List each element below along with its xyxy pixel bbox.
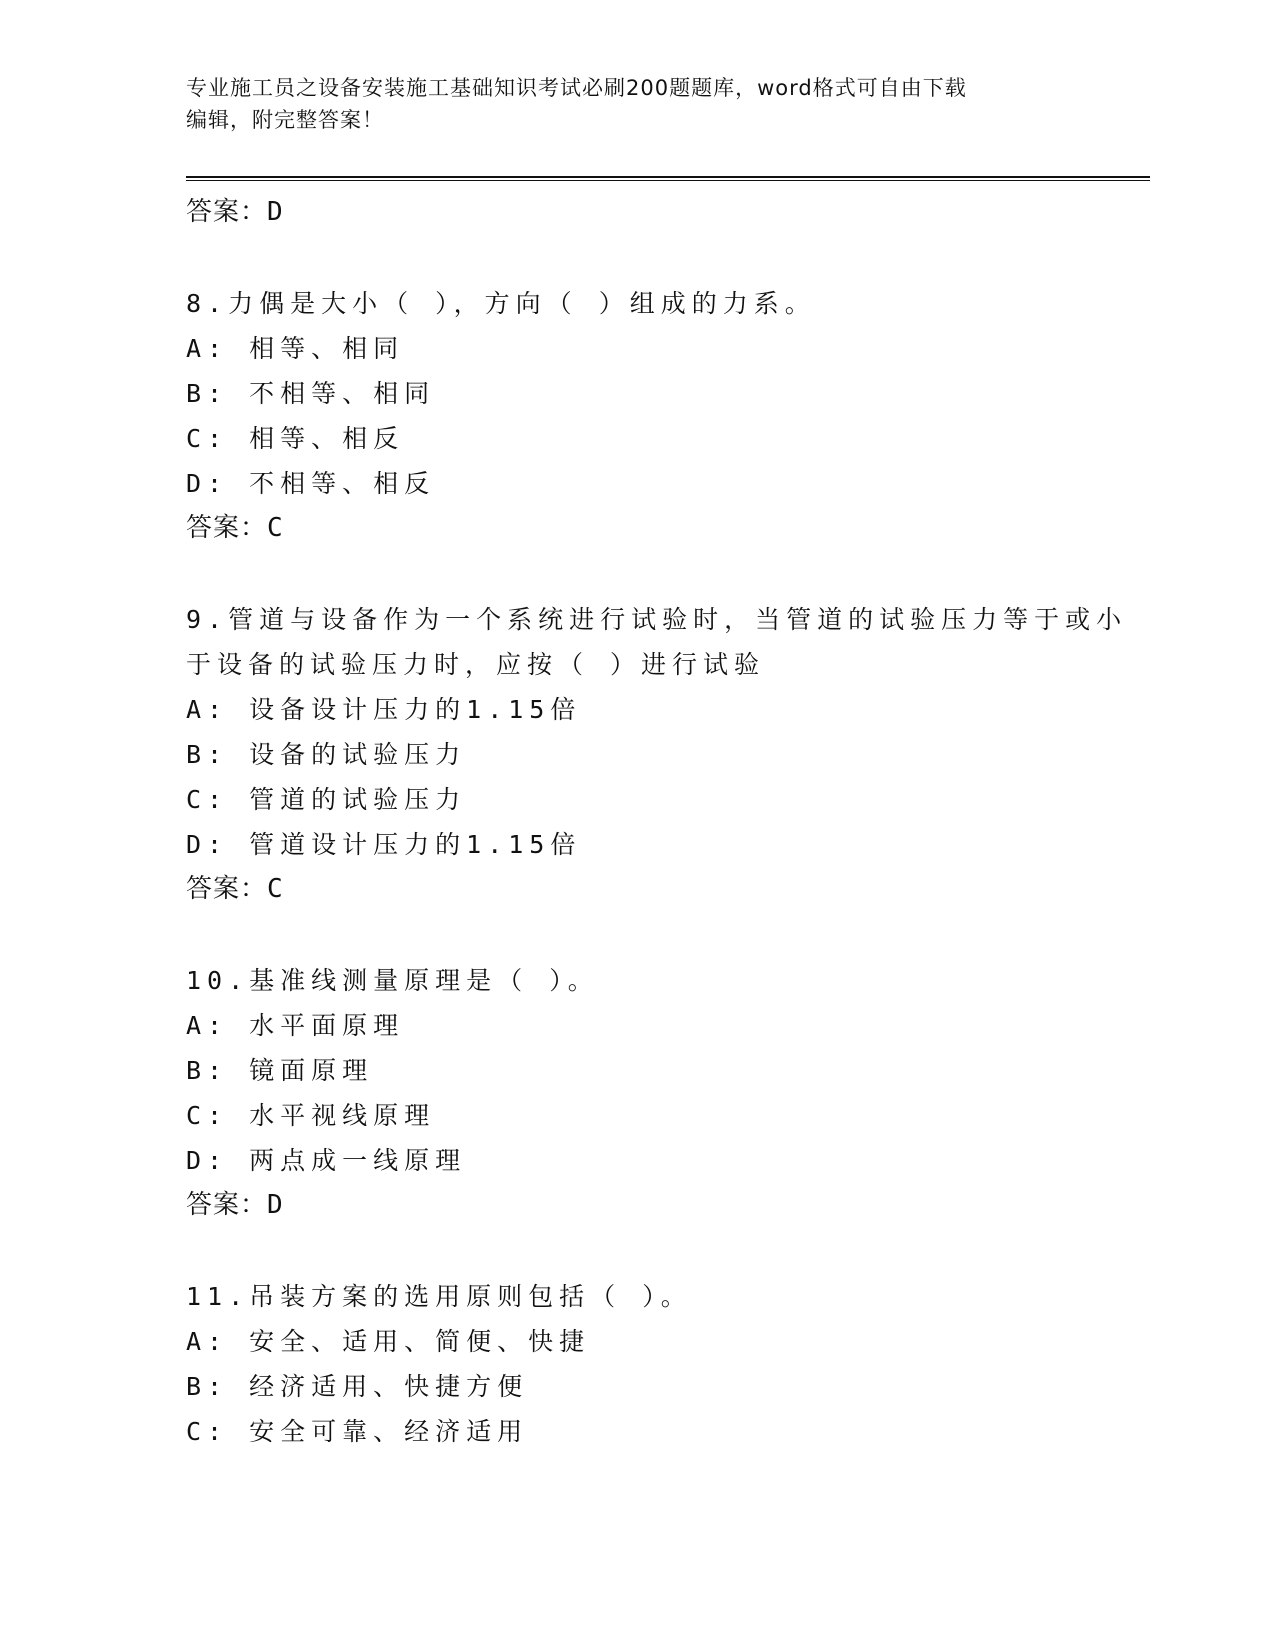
answer-line <box>186 506 1150 551</box>
option-a: A: 水平面原理 <box>186 1011 405 1040</box>
option-a: A: 设备设计压力的1.15倍 <box>186 695 582 724</box>
answer-label: 答案： <box>186 874 268 904</box>
answer-line <box>186 1183 1150 1228</box>
spacer <box>186 551 1150 597</box>
answer-value: D <box>267 197 284 227</box>
page-header <box>186 72 1066 136</box>
answer-value: D <box>267 1190 284 1220</box>
answer-line <box>186 190 1150 235</box>
question-list <box>186 190 1150 1454</box>
option-c: C: 水平视线原理 <box>186 1101 436 1130</box>
option-d: D: 管道设计压力的1.15倍 <box>186 830 582 859</box>
option-a: A: 相等、相同 <box>186 334 405 363</box>
option-b: B: 镜面原理 <box>186 1056 374 1085</box>
spacer <box>186 235 1150 281</box>
answer-value: C <box>267 513 284 543</box>
option-c: C: 安全可靠、经济适用 <box>186 1417 529 1446</box>
question-text-line-2: 于设备的试验压力时，应按（ ）进行试验 <box>186 650 766 679</box>
option-b: B: 不相等、相同 <box>186 379 436 408</box>
option-d: D: 两点成一线原理 <box>186 1146 467 1175</box>
answer-line <box>186 867 1150 912</box>
option-c: C: 管道的试验压力 <box>186 785 467 814</box>
question-text: 11.吊装方案的选用原则包括（ ）。 <box>186 1282 692 1311</box>
answer-label: 答案： <box>186 513 268 543</box>
answer-label: 答案： <box>186 1190 268 1220</box>
option-b: B: 设备的试验压力 <box>186 740 467 769</box>
option-c: C: 相等、相反 <box>186 424 405 453</box>
question-text: 8.力偶是大小（ ），方向（ ）组成的力系。 <box>186 289 816 318</box>
spacer <box>186 1228 1150 1274</box>
header-title-line-2: 编辑，附完整答案！ <box>186 108 384 132</box>
answer-label: 答案： <box>186 197 268 227</box>
header-title-line-1: 专业施工员之设备安装施工基础知识考试必刷200题题库，word格式可自由下载 <box>186 76 967 100</box>
question-text: 10.基准线测量原理是（ ）。 <box>186 966 599 995</box>
option-d: D: 不相等、相反 <box>186 469 436 498</box>
question-text-line-1: 9.管道与设备作为一个系统进行试验时，当管道的试验压力等于或小 <box>186 605 1128 634</box>
header-divider <box>186 176 1150 181</box>
option-a: A: 安全、适用、简便、快捷 <box>186 1327 591 1356</box>
spacer <box>186 912 1150 958</box>
option-b: B: 经济适用、快捷方便 <box>186 1372 529 1401</box>
answer-value: C <box>267 874 284 904</box>
